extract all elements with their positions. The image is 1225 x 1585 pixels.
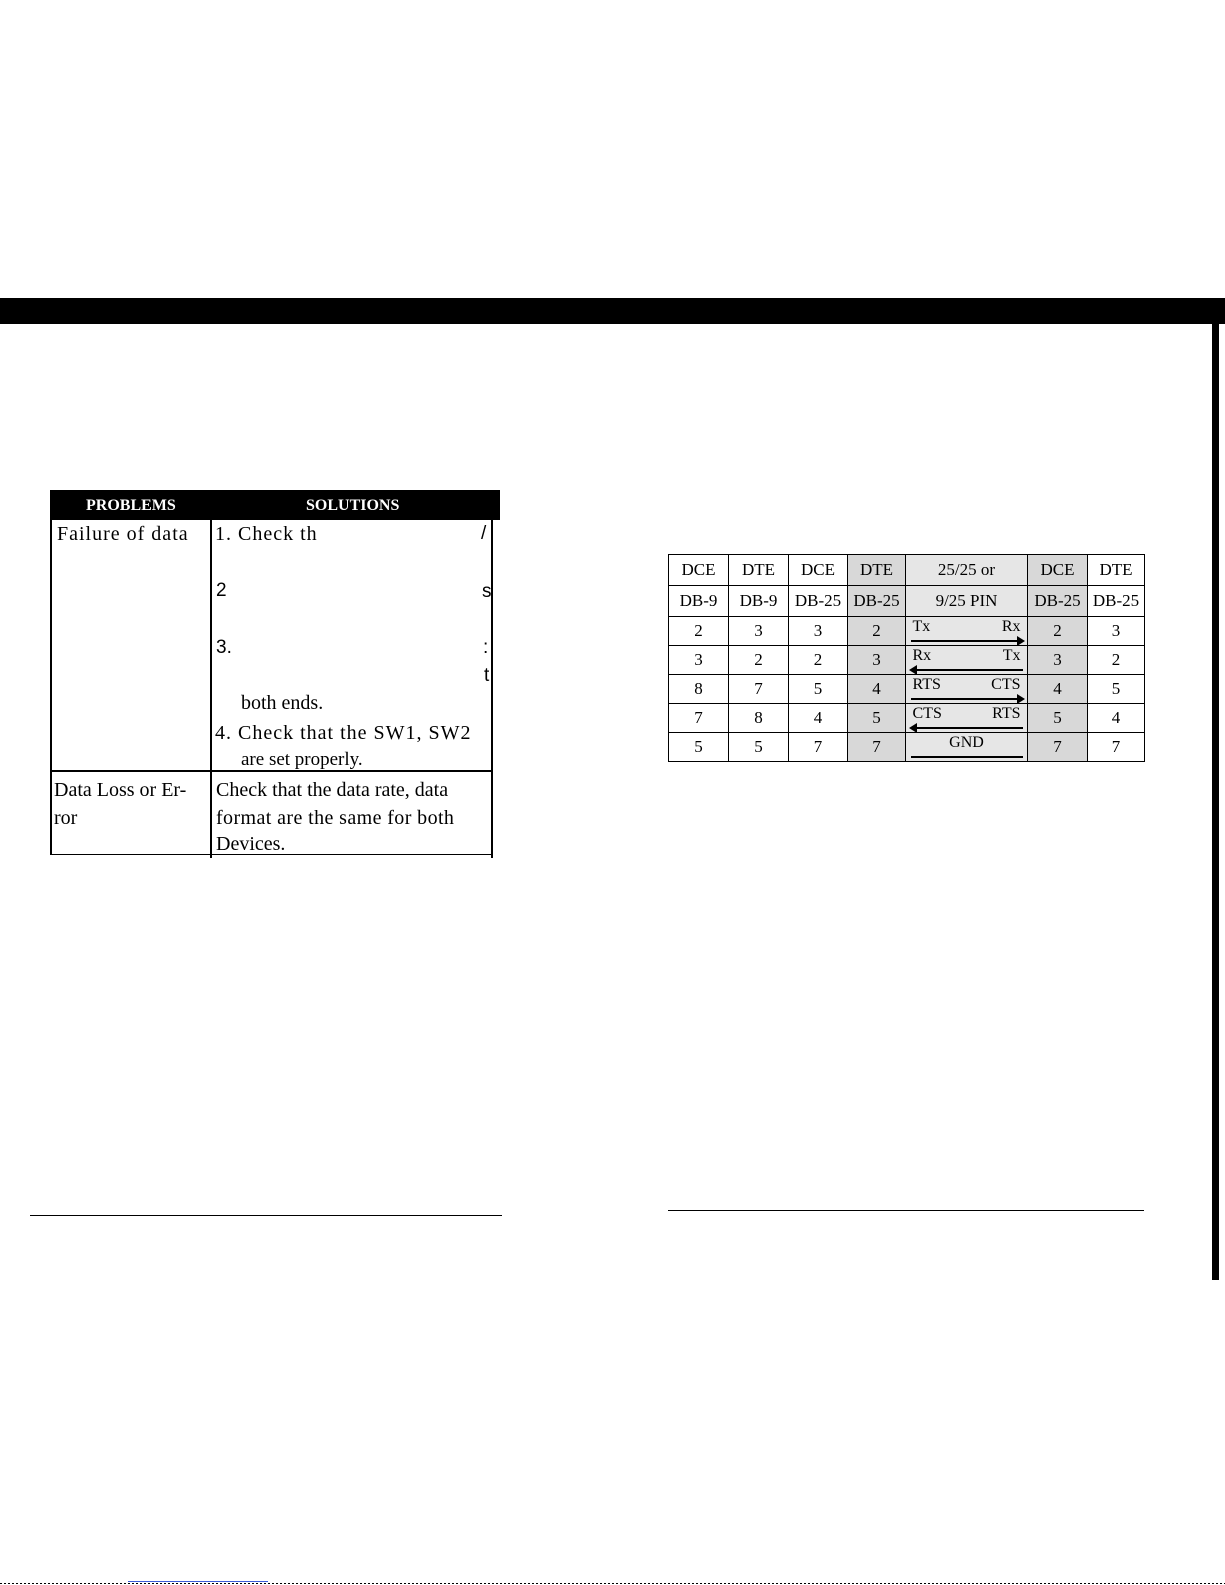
pin-cell: 5 — [729, 733, 789, 762]
pin-cell: 8 — [669, 675, 729, 704]
header-row-top — [669, 555, 1145, 586]
pin-cell: 5 — [1028, 704, 1088, 733]
signal-cell — [906, 704, 1028, 733]
pin-cell: 2 — [1028, 617, 1088, 646]
pin-row-rx — [669, 646, 1145, 675]
pin-row-tx — [669, 617, 1145, 646]
top-black-bar — [0, 298, 1225, 324]
solution-step-3-edge: : — [483, 637, 489, 658]
signal-left-label: Rx — [912, 647, 932, 664]
solution-step-4-line-1: 4. Check that the SW1, SW2 — [215, 722, 472, 744]
arrow-left-icon — [911, 727, 1023, 729]
pin-cell: 5 — [1088, 675, 1145, 704]
solution-data-loss-line-2: format are the same for both — [216, 807, 455, 829]
column-divider — [210, 520, 212, 858]
bottom-underline-mark — [128, 1581, 268, 1582]
signal-cell — [906, 675, 1028, 704]
signal-left-label: RTS — [912, 676, 941, 693]
table-left-border — [50, 490, 52, 854]
pin-cell: 8 — [729, 704, 789, 733]
pin-cell: 5 — [669, 733, 729, 762]
pin-cell: 2 — [789, 646, 848, 675]
signal-cell — [906, 733, 1028, 762]
arrow-right-icon — [911, 640, 1023, 642]
signal-left-label: Tx — [912, 618, 931, 635]
signal-right-label: Rx — [1001, 618, 1021, 635]
arrow-right-icon — [911, 698, 1023, 700]
signal-cell — [906, 646, 1028, 675]
header-cell: DB-25 — [848, 586, 906, 617]
header-cell: DB-9 — [669, 586, 729, 617]
pin-row-cts — [669, 704, 1145, 733]
header-cell: DTE — [1088, 555, 1145, 586]
header-cell: DB-25 — [1028, 586, 1088, 617]
signal-left-label: CTS — [912, 705, 942, 722]
solution-data-loss-line-3: Devices. — [216, 833, 286, 855]
pin-cell: 7 — [1088, 733, 1145, 762]
header-cell: DB-25 — [789, 586, 848, 617]
solution-step-2-edge: s — [482, 581, 492, 602]
solutions-header: SOLUTIONS — [306, 497, 400, 514]
pin-cell: 5 — [848, 704, 906, 733]
pin-cell: 4 — [1088, 704, 1145, 733]
pin-cell: 2 — [729, 646, 789, 675]
solution-step-1-edge: / — [481, 523, 487, 544]
pin-cell: 4 — [848, 675, 906, 704]
header-cell: DTE — [848, 555, 906, 586]
solution-data-loss-line-1: Check that the data rate, data — [216, 779, 449, 801]
pin-row-gnd — [669, 733, 1145, 762]
pin-assignment-table — [668, 554, 1145, 762]
problem-failure-of-data: Failure of data — [57, 523, 189, 545]
header-cell: DCE — [669, 555, 729, 586]
signal-right-label: Tx — [1002, 647, 1021, 664]
header-cell: DTE — [729, 555, 789, 586]
pin-cell: 3 — [848, 646, 906, 675]
pin-cell: 4 — [789, 704, 848, 733]
header-cell: DCE — [1028, 555, 1088, 586]
pin-cell: 3 — [1028, 646, 1088, 675]
problem-data-loss-line-1: Data Loss or Er- — [54, 779, 187, 801]
pin-cell: 7 — [789, 733, 848, 762]
pin-cell: 3 — [789, 617, 848, 646]
header-cell: DCE — [789, 555, 848, 586]
header-row-bottom — [669, 586, 1145, 617]
pin-cell: 2 — [1088, 646, 1145, 675]
header-cell: 9/25 PIN — [906, 586, 1028, 617]
pin-cell: 3 — [669, 646, 729, 675]
problems-header: PROBLEMS — [86, 497, 176, 514]
pin-cell: 5 — [789, 675, 848, 704]
header-cell: DB-25 — [1088, 586, 1145, 617]
pin-cell: 7 — [669, 704, 729, 733]
solution-step-1: 1. Check th — [215, 523, 318, 545]
signal-cell — [906, 617, 1028, 646]
right-footer-rule — [668, 1210, 1144, 1211]
signal-right-label: CTS — [991, 676, 1021, 693]
bottom-dashed-edge — [0, 1583, 1225, 1584]
pin-cell: 7 — [1028, 733, 1088, 762]
solution-step-3: 3. — [216, 637, 232, 658]
pin-row-rts — [669, 675, 1145, 704]
troubleshooting-header — [50, 490, 500, 520]
header-cell: DB-9 — [729, 586, 789, 617]
right-page-edge — [1212, 320, 1219, 1280]
arrow-left-icon — [911, 669, 1023, 671]
pin-cell: 3 — [1088, 617, 1145, 646]
header-cell: 25/25 or — [906, 555, 1028, 586]
troubleshooting-table — [50, 490, 500, 864]
solution-step-2: 2 — [216, 580, 227, 601]
solution-step-4-line-2: are set properly. — [241, 749, 363, 770]
pin-cell: 3 — [729, 617, 789, 646]
pin-cell: 7 — [848, 733, 906, 762]
solution-step-3-edge-2: t — [484, 665, 490, 686]
signal-right-label: RTS — [992, 705, 1021, 722]
pin-cell: 4 — [1028, 675, 1088, 704]
signal-center-label: GND — [949, 734, 984, 751]
pin-cell: 2 — [669, 617, 729, 646]
solution-step-3-tail: both ends. — [241, 692, 324, 714]
pin-cell: 7 — [729, 675, 789, 704]
table-right-border — [491, 520, 493, 858]
pin-cell: 2 — [848, 617, 906, 646]
left-footer-rule — [30, 1215, 502, 1216]
ground-line — [911, 756, 1023, 758]
problem-data-loss-line-2: ror — [54, 807, 78, 829]
